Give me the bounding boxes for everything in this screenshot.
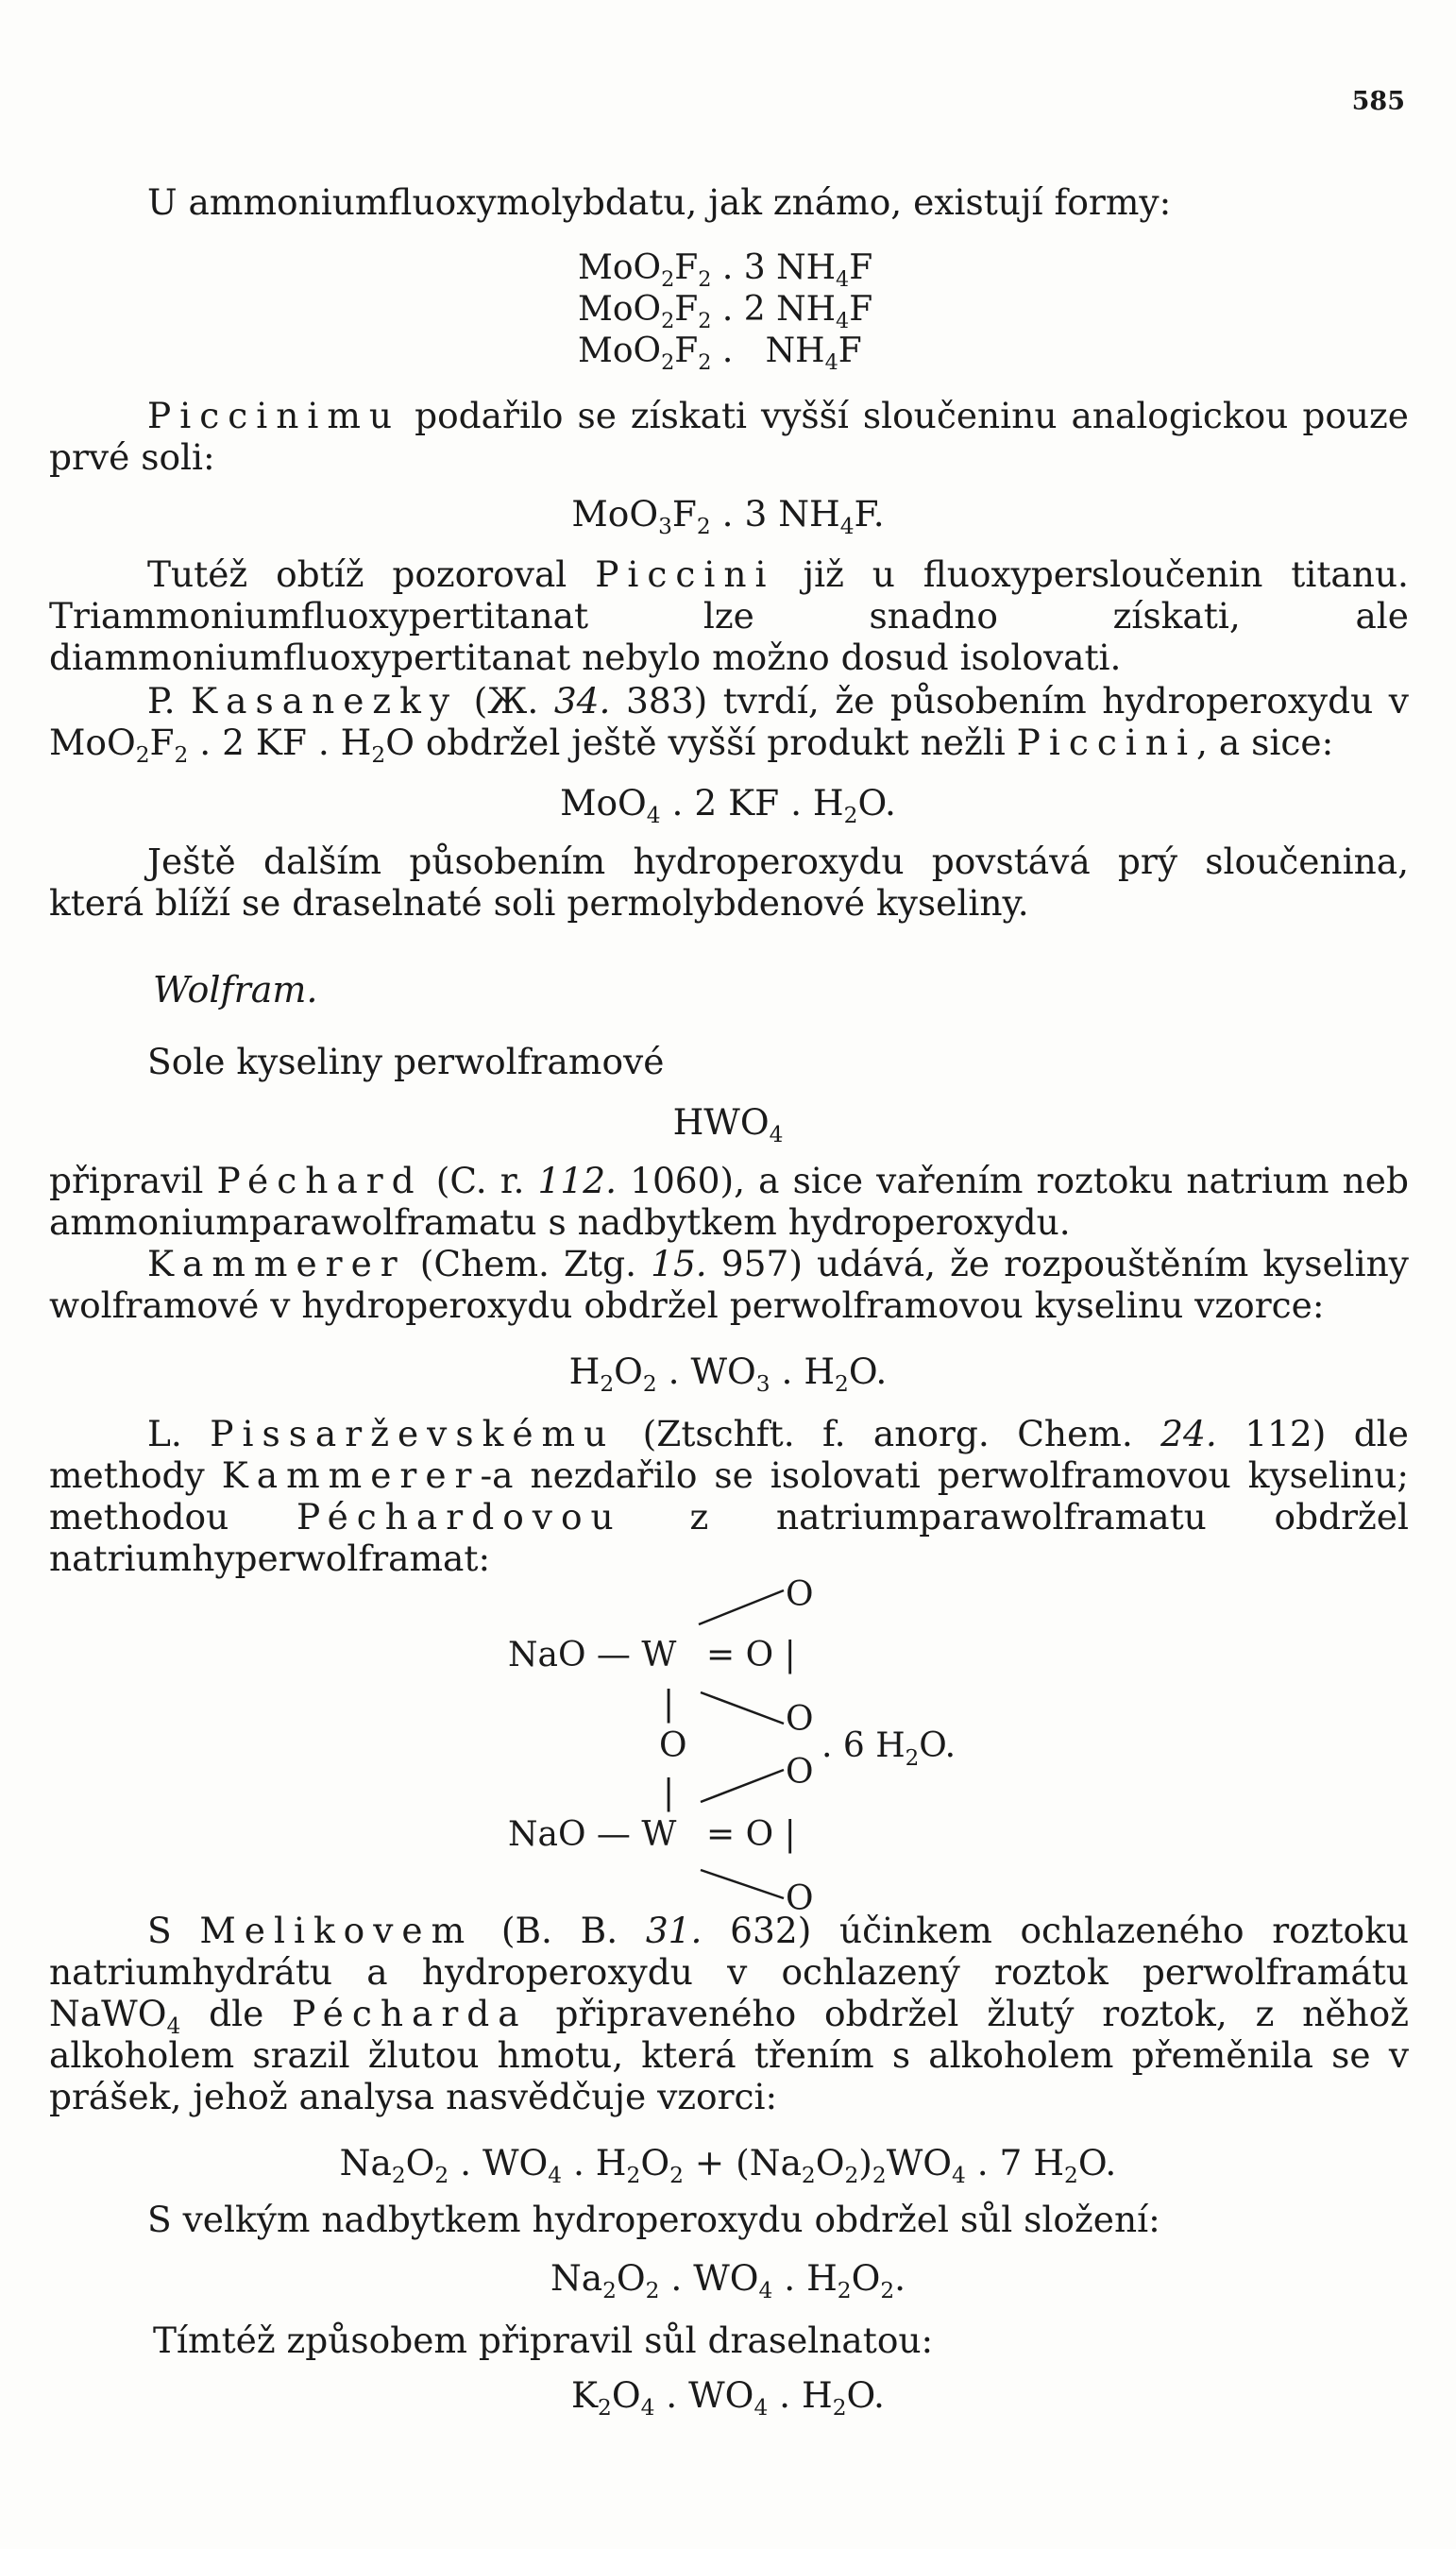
page-number: 585 [1351,87,1405,116]
formula-k2o4: $K_2O_4$ . $WO_4$ . $H_2O$. [571,2374,885,2422]
formula-line: $MoO_2F_2$ . 2 $NH_4F$ [578,290,873,333]
formula-na2o2-h2o2: $Na_2O_2$ . $WO_4$ . $H_2O_2$. [550,2257,906,2304]
paragraph-excess: S velkým nadbytkem hydroperoxydu obdržel sůl složení: [147,2199,1160,2240]
bond-line [701,1770,784,1802]
paragraph-further: Ještě dalším působením hydroperoxydu povstává prý sloučenina, která blíží se draselnaté soli permolybdenové kyseliny. [49,841,1409,924]
double-bond-oxygen: = O | [706,1636,796,1674]
formula-moo4: MoO$_4$ . 2 KF . $H_2O$. [560,782,896,829]
formula-mo3: $MoO_3F_2$ . 3 $NH_4F$. [571,493,885,540]
nao-w-group: NaO — W [508,1815,677,1854]
formula-na2o2: $Na_2O_2$ . $WO_4$ . $H_2O_2 + (Na_2O_2)_2WO_4$ . 7 $H_2O$. [339,2142,1117,2189]
double-bond-oxygen: = O | [706,1815,796,1854]
paragraph-kasanezky: P. Kasanezky (Ж. 34. 383) tvrdí, že působením hydroperoxydu v $MoO_2F_2$ . 2 KF . $H_2O$ obdržel ještě vyšší produkt nežli Piccini, a sice: [49,680,1409,769]
formula-line: $MoO_2F_2$ . 3 $NH_4F$ [578,248,873,292]
paragraph-intro: U ammoniumfluoxymolybdatu, jak známo, existují formy: [147,181,1172,223]
oxygen-atom: O [786,1575,814,1614]
paragraph-pissarzevsky: L. Pissarževskému (Ztschft. f. anorg. Chem. 24. 112) dle methody Kammerer-a nezdařilo se isolovati perwolframovou kyselinu; methodou Péchardovou z natriumparawolframatu obdržel natriumhyperwolframat: [49,1413,1409,1579]
bond-vertical: | [663,1685,675,1724]
structural-formula-diagram [500,1568,1010,1917]
bond-line [701,1870,784,1898]
bridge-oxygen: O [659,1726,687,1765]
bond-line [701,1692,784,1724]
paragraph-melikov: S Melikovem (B. B. 31. 632) účinkem ochlazeného roztoku natriumhydrátu a hydroperoxydu v ochlazený roztok perwolframátu NaWO$_4$ dle Pécharda připraveného obdržel žlutý roztok, z něhož alkoholem srazil žlutou hmotu, která třením s alkoholem přeměnila se v prášek, jehož analysa nasvědčuje vzorci: [49,1910,1410,2117]
formula-line: $MoO_2F_2$ . $NH_4F$ [578,331,862,375]
bond-line [699,1590,784,1624]
paragraph-titan: Tutéž obtíž pozoroval Piccini již u fluoxypersloučenin titanu. Triammoniumfluoxypertitanat lze snadno získati, ale diammoniumfluoxypertitanat nebylo možno dosud isolovati. [49,553,1409,678]
section-heading: Wolfram. [153,969,318,1011]
formula-list [578,247,873,375]
formula-hwo4: $HWO_4$ [672,1101,784,1148]
oxygen-atom: O [786,1700,814,1739]
nao-w-group: NaO — W [508,1636,677,1674]
paragraph-potassium: Tímtéž způsobem připravil sůl draselnatou: [153,2320,934,2361]
oxygen-atom: O [786,1879,814,1917]
formula-h2o2: $H_2O_2$ . $WO_3$ . $H_2O$. [568,1351,888,1398]
bond-vertical: | [663,1774,675,1812]
oxygen-atom: O [786,1753,814,1792]
paragraph-sole: Sole kyseliny perwolframové [147,1041,665,1082]
paragraph-piccini: Piccinimu podařilo se získati vyšší sloučeninu analogickou pouze prvé soli: [49,395,1409,478]
hydrate-label: . 6 $H_2O$. [821,1726,957,1771]
paragraph-kammerer: Kammerer (Chem. Ztg. 15. 957) udává, že rozpouštěním kyseliny wolframové v hydroperoxydu obdržel perwolframovou kyselinu vzorce: [49,1243,1409,1326]
paragraph-pechard: připravil Péchard (C. r. 112. 1060), a sice vařením roztoku natrium neb ammoniumparawolframatu s nadbytkem hydroperoxydu. [49,1160,1409,1243]
